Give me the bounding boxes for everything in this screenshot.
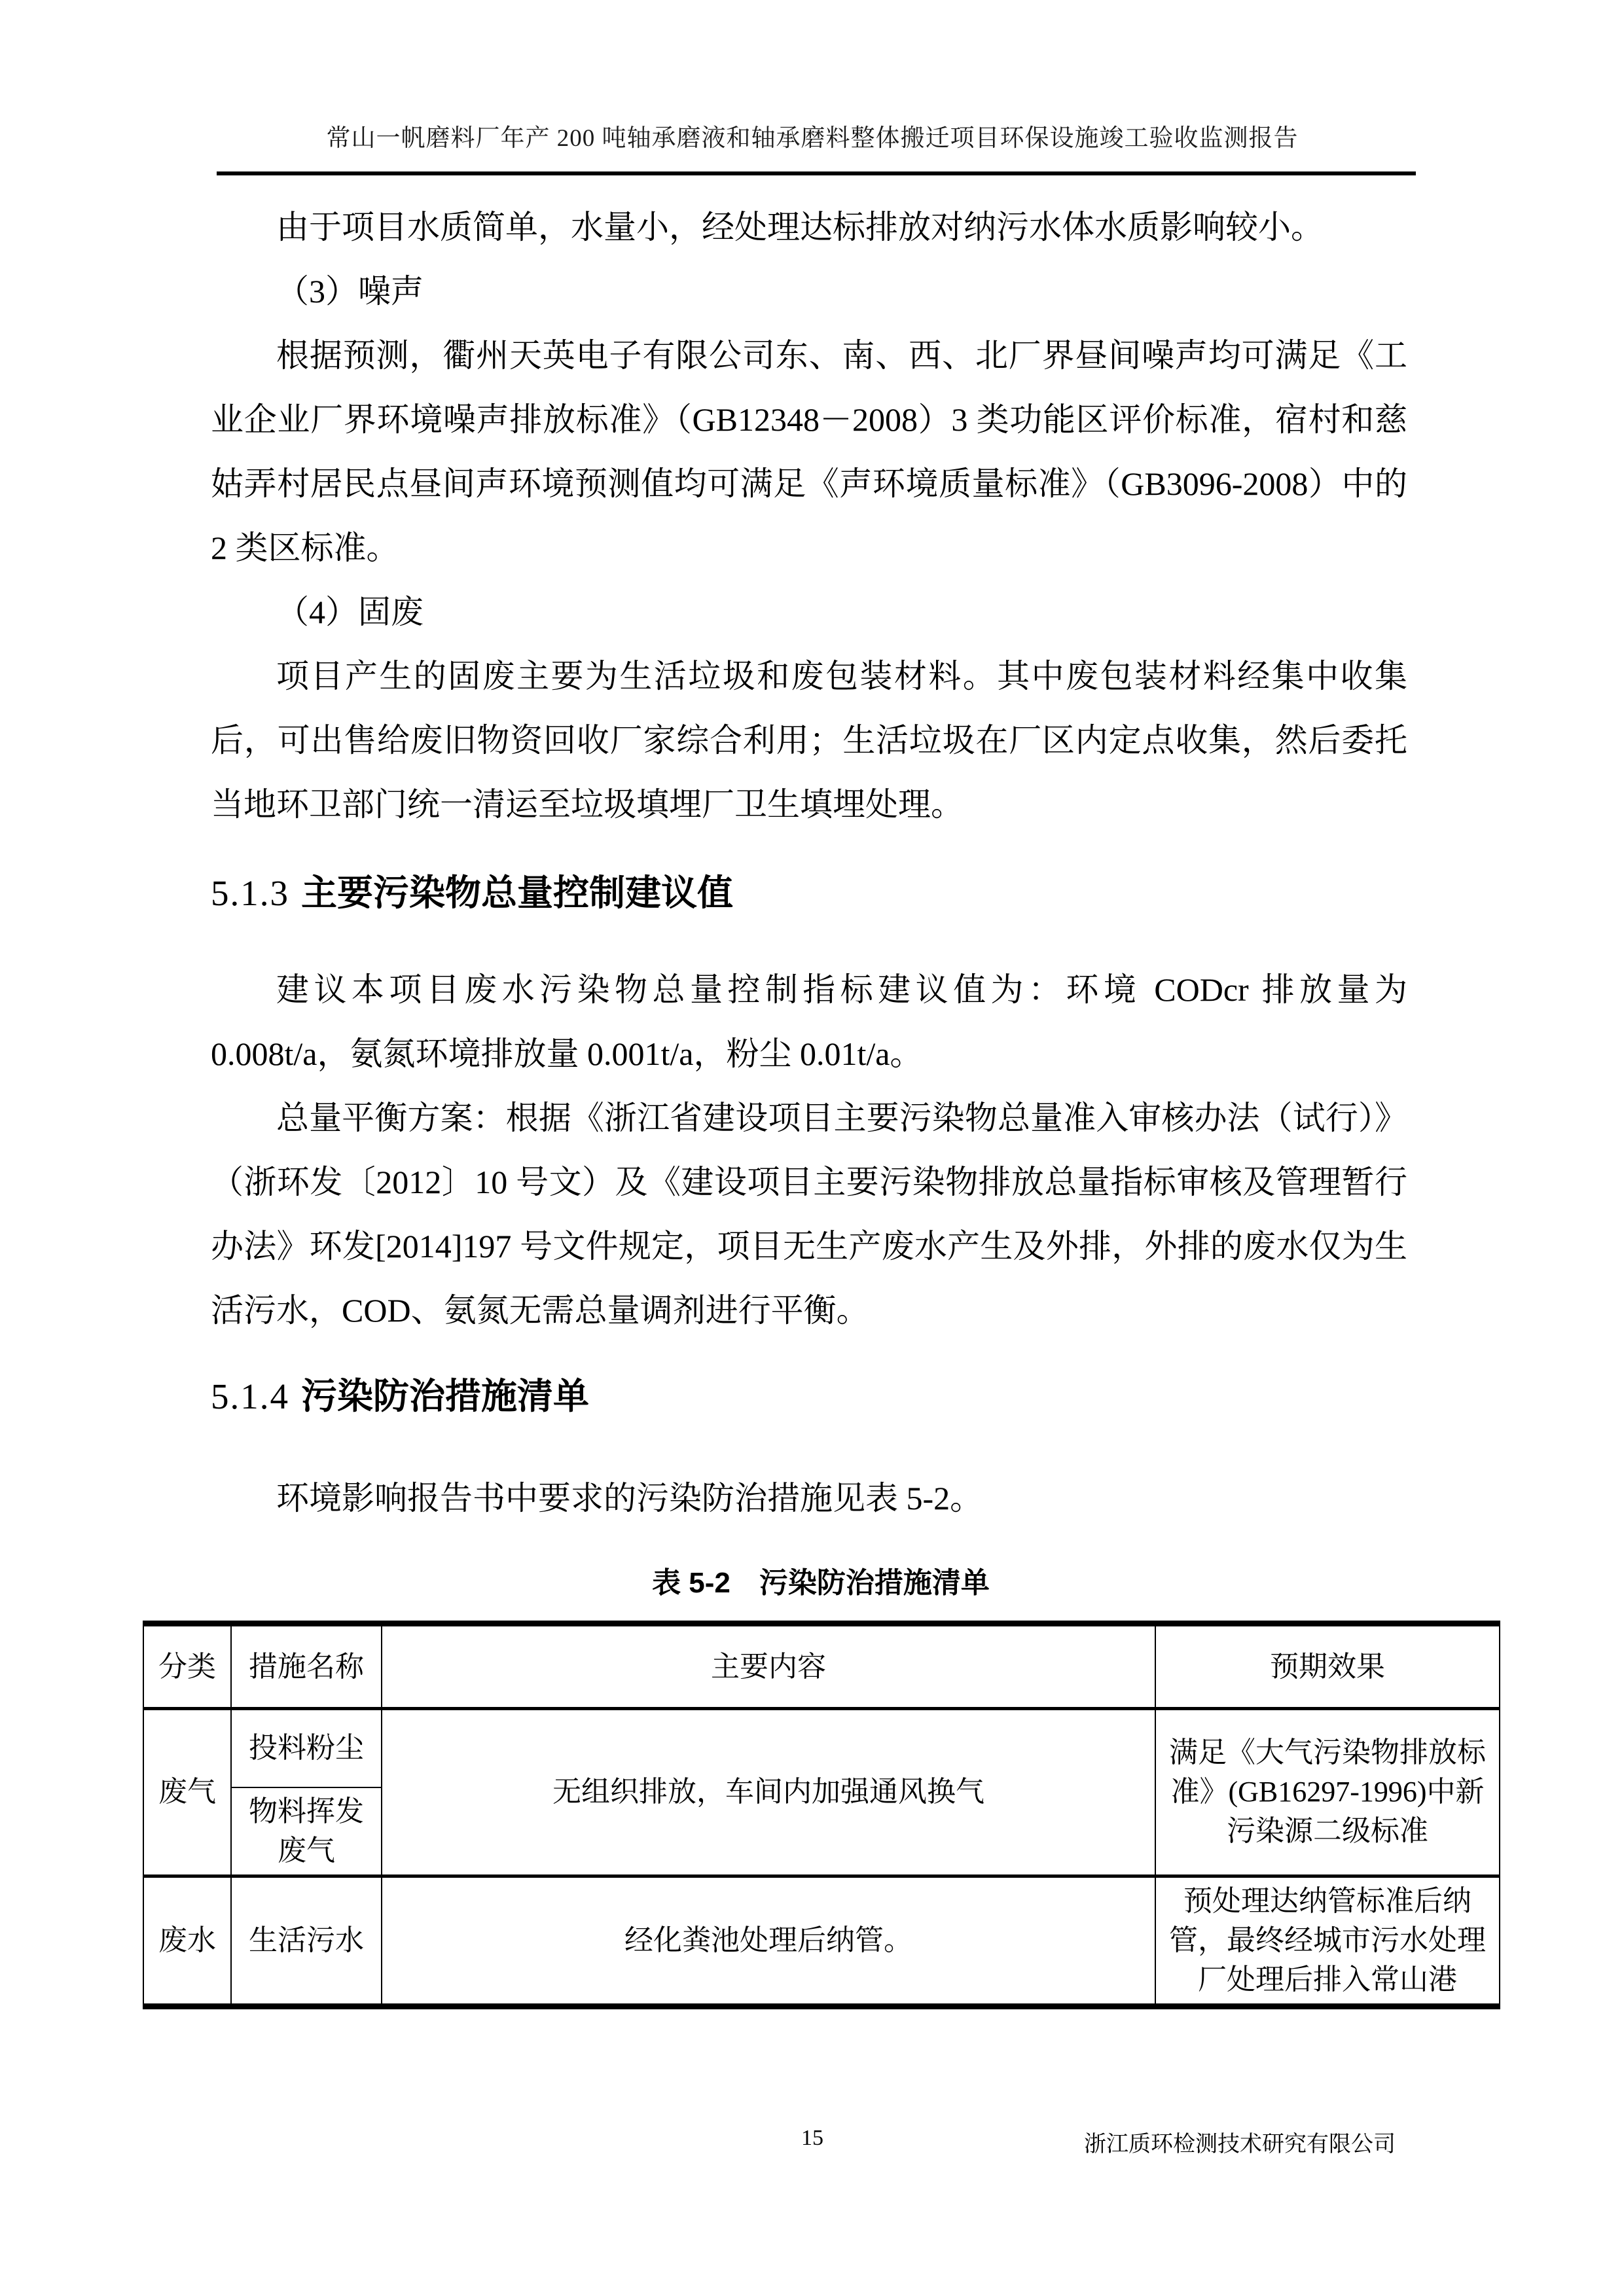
body-text [211,195,1407,836]
cell-measure-sewage: 生活污水 [231,1876,382,2006]
section-title: 主要污染物总量控制建议值 [301,872,734,913]
section-heading-5-1-3 [211,867,1499,920]
paragraph-noise: 根据预测，衢州天英电子有限公司东、南、西、北厂界昼间噪声均可满足《工业企业厂界环境噪声排放标准》（GB12348－2008）3 类功能区评价标准，宿村和慈姑弄村居民点昼间声环境预测值均可满足《声环境质量标准》（GB3096-2008）中的 2 类区标准。 [211,337,1407,566]
paragraph-solid-label: （4）固废 [276,594,424,630]
pollution-measures-table [143,1621,1500,2009]
page-content [143,195,1499,2009]
section-title: 污染防治措施清单 [301,1376,590,1416]
table-caption-label: 表 5-2 [652,1567,731,1599]
cell-content-water: 经化粪池处理后纳管。 [382,1876,1155,2006]
paragraph-balance-plan: 总量平衡方案：根据《浙江省建设项目主要污染物总量准入审核办法（试行）》（浙环发〔2012〕10 号文）及《建设项目主要污染物排放总量指标审核及管理暂行办法》环发[2014]197 号文件规定，项目无生产废水产生及外排，外排的废水仅为生活污水，COD、氨氮无需总量调剂进行平衡。 [211,1100,1407,1329]
running-header-title: 常山一帆磨料厂年产 200 吨轴承磨液和轴承磨料整体搬迁项目环保设施竣工验收监测报告 [326,125,1299,152]
page-number: 15 [801,2126,823,2150]
paragraph-noise-label: （3）噪声 [276,273,424,310]
cell-effect-gas: 满足《大气污染物排放标准》(GB16297-1996)中新污染源二级标准 [1155,1709,1500,1876]
header-expected-effect: 预期效果 [1155,1624,1500,1709]
cell-measure-volatile: 物料挥发废气 [231,1787,382,1876]
page-footer [211,2126,1414,2165]
cell-category-gas: 废气 [143,1709,231,1876]
cell-measure-dust: 投料粉尘 [231,1709,382,1787]
section-heading-5-1-4 [211,1370,1499,1423]
paragraph-solid-waste: 项目产生的固废主要为生活垃圾和废包装材料。其中废包装材料经集中收集后，可出售给废旧物资回收厂家综合利用；生活垃圾在厂区内定点收集，然后委托当地环卫部门统一清运至垃圾填埋厂卫生填埋处理。 [211,658,1407,823]
table-caption [143,1559,1499,1601]
header-measure-name: 措施名称 [231,1624,382,1709]
table-row-wastewater [143,1876,1500,2006]
body-text-table-intro [211,1466,1407,1530]
header-rule [217,171,1416,175]
footer-company-name: 浙江质环检测技术研究有限公司 [1084,2132,1396,2157]
header-main-content: 主要内容 [382,1624,1155,1709]
body-text-totals [211,958,1407,1342]
header-category: 分类 [143,1624,231,1709]
cell-effect-water: 预处理达纳管标准后纳管，最终经城市污水处理厂处理后排入常山港 [1155,1876,1500,2006]
section-number: 5.1.3 [211,873,289,913]
paragraph-table-intro: 环境影响报告书中要求的污染防治措施见表 5-2。 [276,1480,983,1516]
section-number: 5.1.4 [211,1376,289,1416]
paragraph-total-value: 建议本项目废水污染物总量控制指标建议值为：环境 CODcr 排放量为 0.008t/a，氨氮环境排放量 0.001t/a，粉尘 0.01t/a。 [211,971,1407,1072]
paragraph-water-impact: 由于项目水质简单，水量小，经处理达标排放对纳污水体水质影响较小。 [276,209,1324,245]
table-row-gas-dust [143,1709,1500,1787]
table-caption-title: 污染防治措施清单 [759,1567,990,1599]
cell-content-gas: 无组织排放，车间内加强通风换气 [382,1709,1155,1876]
cell-category-water: 废水 [143,1876,231,2006]
table-header-row [143,1624,1500,1709]
